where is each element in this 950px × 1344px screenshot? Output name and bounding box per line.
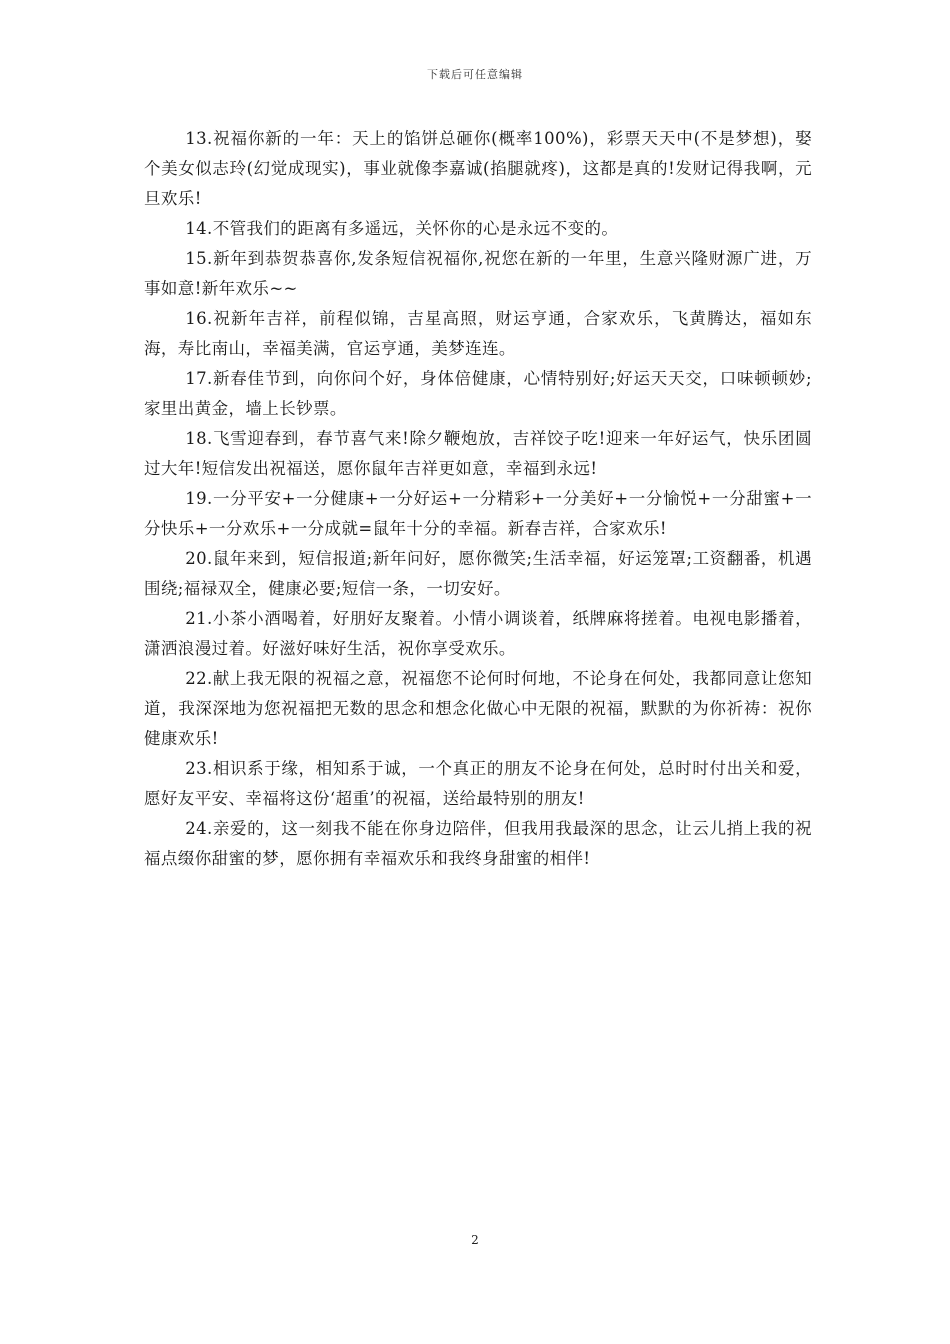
page-header: 下载后可任意编辑 (427, 68, 523, 81)
paragraph-14: 14.不管我们的距离有多遥远，关怀你的心是永远不变的。 (185, 219, 619, 238)
paragraph-13: 13.祝福你新的一年：天上的馅饼总砸你(概率100%)，彩票天天中(不是梦想)，娶个美女似志玲(幻觉成现实)，事业就像李嘉诚(掐腿就疼)，这都是真的!发财记得我啊，元旦欢乐! (144, 129, 812, 208)
paragraph-24: 24.亲爱的，这一刻我不能在你身边陪伴，但我用我最深的思念，让云儿捎上我的祝福点缀你甜蜜的梦，愿你拥有幸福欢乐和我终身甜蜜的相伴! (144, 819, 812, 868)
paragraph-20: 20.鼠年来到，短信报道;新年问好，愿你微笑;生活幸福，好运笼罩;工资翻番，机遇围绕;福禄双全，健康必要;短信一条，一切安好。 (144, 549, 812, 598)
paragraph-23: 23.相识系于缘，相知系于诚，一个真正的朋友不论身在何处，总时时付出关和爱，愿好友平安、幸福将这份‘超重’的祝福，送给最特别的朋友! (144, 759, 812, 808)
paragraph-16: 16.祝新年吉祥，前程似锦，吉星高照，财运亨通，合家欢乐，飞黄腾达，福如东海，寿比南山，幸福美满，官运亨通，美梦连连。 (144, 309, 812, 358)
paragraph-17: 17.新春佳节到，向你问个好，身体倍健康，心情特别好;好运天天交，口味顿顿妙;家里出黄金，墙上长钞票。 (144, 369, 812, 418)
document-body (144, 124, 812, 874)
paragraph-18: 18.飞雪迎春到，春节喜气来!除夕鞭炮放，吉祥饺子吃!迎来一年好运气，快乐团圆过大年!短信发出祝福送，愿你鼠年吉祥更如意，幸福到永远! (144, 429, 812, 478)
paragraph-19: 19.一分平安+一分健康+一分好运+一分精彩+一分美好+一分愉悦+一分甜蜜+一分快乐+一分欢乐+一分成就=鼠年十分的幸福。新春吉祥，合家欢乐! (144, 489, 812, 538)
paragraph-22: 22.献上我无限的祝福之意，祝福您不论何时何地，不论身在何处，我都同意让您知道，我深深地为您祝福把无数的思念和想念化做心中无限的祝福，默默的为你祈祷：祝你健康欢乐! (144, 669, 812, 748)
page-number: 2 (471, 1233, 479, 1247)
paragraph-15: 15.新年到恭贺恭喜你,发条短信祝福你,祝您在新的一年里，生意兴隆财源广进，万事如意!新年欢乐~~ (144, 249, 812, 298)
paragraph-21: 21.小茶小酒喝着，好朋好友聚着。小情小调谈着，纸牌麻将搓着。电视电影播着，潇洒浪漫过着。好滋好味好生活，祝你享受欢乐。 (144, 609, 812, 658)
